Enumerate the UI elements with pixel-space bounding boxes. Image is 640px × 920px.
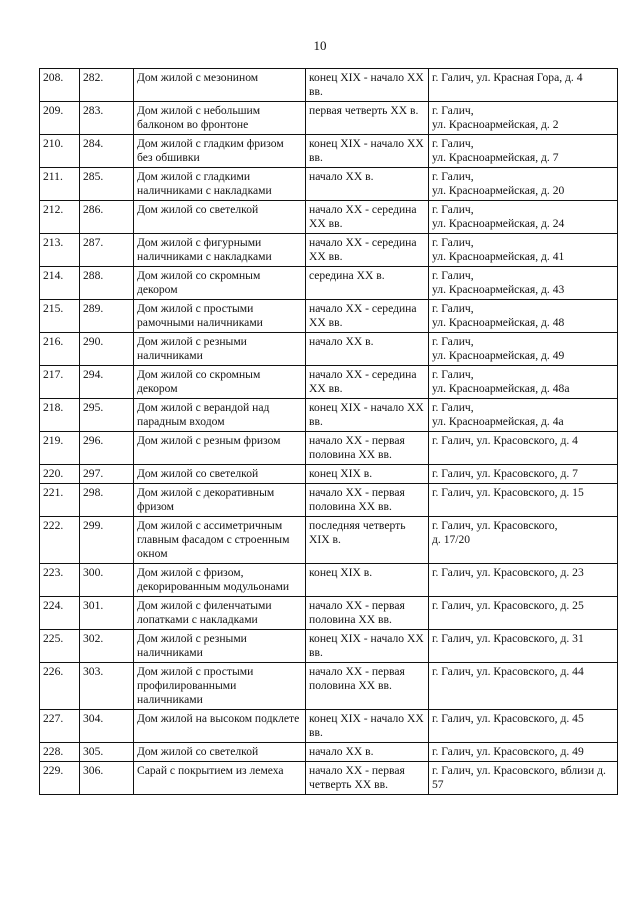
- object-name-cell: Дом жилой с мезонином: [134, 69, 306, 102]
- row-number-cell: 215.: [40, 300, 80, 333]
- object-name-cell: Дом жилой со светелкой: [134, 465, 306, 484]
- registry-number-cell: 282.: [80, 69, 134, 102]
- registry-number-cell: 289.: [80, 300, 134, 333]
- address-cell: г. Галич, ул. Красноармейская, д. 48: [429, 300, 618, 333]
- row-number-cell: 224.: [40, 597, 80, 630]
- address-cell: г. Галич, ул. Красноармейская, д. 41: [429, 234, 618, 267]
- row-number-cell: 213.: [40, 234, 80, 267]
- dating-cell: конец XIX - начало XX вв.: [306, 135, 429, 168]
- table-row: [40, 366, 618, 399]
- table-row: [40, 517, 618, 564]
- dating-cell: конец XIX - начало XX вв.: [306, 69, 429, 102]
- registry-number-cell: 302.: [80, 630, 134, 663]
- registry-number-cell: 287.: [80, 234, 134, 267]
- table-row: [40, 201, 618, 234]
- table-row: [40, 102, 618, 135]
- dating-cell: начало XX - первая половина XX вв.: [306, 663, 429, 710]
- registry-number-cell: 304.: [80, 710, 134, 743]
- object-name-cell: Сарай с покрытием из лемеха: [134, 762, 306, 795]
- dating-cell: конец XIX в.: [306, 465, 429, 484]
- dating-cell: начало XX - середина XX вв.: [306, 201, 429, 234]
- table-row: [40, 564, 618, 597]
- dating-cell: начало XX - середина XX вв.: [306, 234, 429, 267]
- address-cell: г. Галич, ул. Красовского, д. 49: [429, 743, 618, 762]
- table-row: [40, 710, 618, 743]
- registry-number-cell: 301.: [80, 597, 134, 630]
- address-cell: г. Галич, ул. Красовского, д. 15: [429, 484, 618, 517]
- row-number-cell: 226.: [40, 663, 80, 710]
- dating-cell: конец XIX - начало XX вв.: [306, 630, 429, 663]
- object-name-cell: Дом жилой со скромным декором: [134, 366, 306, 399]
- row-number-cell: 220.: [40, 465, 80, 484]
- address-cell: г. Галич, ул. Красноармейская, д. 20: [429, 168, 618, 201]
- dating-cell: конец XIX в.: [306, 564, 429, 597]
- dating-cell: начало XX - середина XX вв.: [306, 300, 429, 333]
- dating-cell: начало XX - первая половина XX вв.: [306, 432, 429, 465]
- row-number-cell: 217.: [40, 366, 80, 399]
- row-number-cell: 219.: [40, 432, 80, 465]
- registry-number-cell: 297.: [80, 465, 134, 484]
- address-cell: г. Галич, ул. Красовского, д. 25: [429, 597, 618, 630]
- address-cell: г. Галич, ул. Красовского, д. 45: [429, 710, 618, 743]
- registry-number-cell: 300.: [80, 564, 134, 597]
- object-name-cell: Дом жилой с небольшим балконом во фронтоне: [134, 102, 306, 135]
- row-number-cell: 208.: [40, 69, 80, 102]
- row-number-cell: 222.: [40, 517, 80, 564]
- row-number-cell: 227.: [40, 710, 80, 743]
- dating-cell: начало XX - середина XX вв.: [306, 366, 429, 399]
- object-name-cell: Дом жилой с фризом, декорированным модульонами: [134, 564, 306, 597]
- dating-cell: начало XX в.: [306, 743, 429, 762]
- dating-cell: середина XX в.: [306, 267, 429, 300]
- dating-cell: конец XIX - начало XX вв.: [306, 399, 429, 432]
- table-row: [40, 432, 618, 465]
- row-number-cell: 214.: [40, 267, 80, 300]
- table-row: [40, 743, 618, 762]
- object-name-cell: Дом жилой с фигурными наличниками с накладками: [134, 234, 306, 267]
- registry-number-cell: 294.: [80, 366, 134, 399]
- object-name-cell: Дом жилой со скромным декором: [134, 267, 306, 300]
- table-row: [40, 465, 618, 484]
- object-name-cell: Дом жилой с резными наличниками: [134, 630, 306, 663]
- address-cell: г. Галич, ул. Красовского, д. 31: [429, 630, 618, 663]
- object-name-cell: Дом жилой с простыми рамочными наличниками: [134, 300, 306, 333]
- heritage-registry-table: [39, 68, 618, 795]
- table-row: [40, 300, 618, 333]
- registry-number-cell: 303.: [80, 663, 134, 710]
- object-name-cell: Дом жилой с ассиметричным главным фасадом с строенным окном: [134, 517, 306, 564]
- table-row: [40, 663, 618, 710]
- object-name-cell: Дом жилой с филенчатыми лопатками с накладками: [134, 597, 306, 630]
- row-number-cell: 223.: [40, 564, 80, 597]
- object-name-cell: Дом жилой с резным фризом: [134, 432, 306, 465]
- address-cell: г. Галич, ул. Красовского, д. 44: [429, 663, 618, 710]
- page-number: 10: [313, 38, 327, 53]
- table-row: [40, 168, 618, 201]
- address-cell: г. Галич, ул. Красноармейская, д. 4а: [429, 399, 618, 432]
- row-number-cell: 229.: [40, 762, 80, 795]
- dating-cell: начало XX в.: [306, 168, 429, 201]
- row-number-cell: 221.: [40, 484, 80, 517]
- registry-number-cell: 305.: [80, 743, 134, 762]
- object-name-cell: Дом жилой с простыми профилированными наличниками: [134, 663, 306, 710]
- dating-cell: первая четверть XX в.: [306, 102, 429, 135]
- table-row: [40, 234, 618, 267]
- registry-number-cell: 306.: [80, 762, 134, 795]
- address-cell: г. Галич, ул. Красноармейская, д. 49: [429, 333, 618, 366]
- address-cell: г. Галич, ул. Красноармейская, д. 48а: [429, 366, 618, 399]
- registry-number-cell: 290.: [80, 333, 134, 366]
- row-number-cell: 216.: [40, 333, 80, 366]
- object-name-cell: Дом жилой с резными наличниками: [134, 333, 306, 366]
- table-row: [40, 69, 618, 102]
- address-cell: г. Галич, ул. Красовского, вблизи д. 57: [429, 762, 618, 795]
- table-row: [40, 762, 618, 795]
- table-row: [40, 597, 618, 630]
- registry-number-cell: 295.: [80, 399, 134, 432]
- registry-number-cell: 286.: [80, 201, 134, 234]
- table-row: [40, 484, 618, 517]
- registry-number-cell: 299.: [80, 517, 134, 564]
- row-number-cell: 218.: [40, 399, 80, 432]
- registry-number-cell: 284.: [80, 135, 134, 168]
- registry-number-cell: 296.: [80, 432, 134, 465]
- table-body: [40, 69, 618, 795]
- row-number-cell: 209.: [40, 102, 80, 135]
- address-cell: г. Галич, ул. Красноармейская, д. 24: [429, 201, 618, 234]
- address-cell: г. Галич, ул. Красная Гора, д. 4: [429, 69, 618, 102]
- row-number-cell: 210.: [40, 135, 80, 168]
- dating-cell: начало XX - первая половина XX вв.: [306, 597, 429, 630]
- dating-cell: конец XIX - начало XX вв.: [306, 710, 429, 743]
- object-name-cell: Дом жилой со светелкой: [134, 743, 306, 762]
- address-cell: г. Галич, ул. Красноармейская, д. 2: [429, 102, 618, 135]
- object-name-cell: Дом жилой с гладким фризом без обшивки: [134, 135, 306, 168]
- row-number-cell: 212.: [40, 201, 80, 234]
- table-row: [40, 333, 618, 366]
- object-name-cell: Дом жилой на высоком подклете: [134, 710, 306, 743]
- object-name-cell: Дом жилой с гладкими наличниками с накладками: [134, 168, 306, 201]
- address-cell: г. Галич, ул. Красовского, д. 23: [429, 564, 618, 597]
- registry-number-cell: 288.: [80, 267, 134, 300]
- dating-cell: начало XX - первая четверть XX вв.: [306, 762, 429, 795]
- object-name-cell: Дом жилой с верандой над парадным входом: [134, 399, 306, 432]
- row-number-cell: 225.: [40, 630, 80, 663]
- address-cell: г. Галич, ул. Красноармейская, д. 43: [429, 267, 618, 300]
- object-name-cell: Дом жилой со светелкой: [134, 201, 306, 234]
- address-cell: г. Галич, ул. Красовского, д. 17/20: [429, 517, 618, 564]
- registry-number-cell: 285.: [80, 168, 134, 201]
- dating-cell: начало XX - первая половина XX вв.: [306, 484, 429, 517]
- registry-number-cell: 283.: [80, 102, 134, 135]
- table-row: [40, 630, 618, 663]
- row-number-cell: 211.: [40, 168, 80, 201]
- address-cell: г. Галич, ул. Красовского, д. 7: [429, 465, 618, 484]
- registry-number-cell: 298.: [80, 484, 134, 517]
- dating-cell: последняя четверть XIX в.: [306, 517, 429, 564]
- dating-cell: начало XX в.: [306, 333, 429, 366]
- address-cell: г. Галич, ул. Красноармейская, д. 7: [429, 135, 618, 168]
- row-number-cell: 228.: [40, 743, 80, 762]
- object-name-cell: Дом жилой с декоративным фризом: [134, 484, 306, 517]
- table-row: [40, 135, 618, 168]
- address-cell: г. Галич, ул. Красовского, д. 4: [429, 432, 618, 465]
- table-row: [40, 267, 618, 300]
- table-row: [40, 399, 618, 432]
